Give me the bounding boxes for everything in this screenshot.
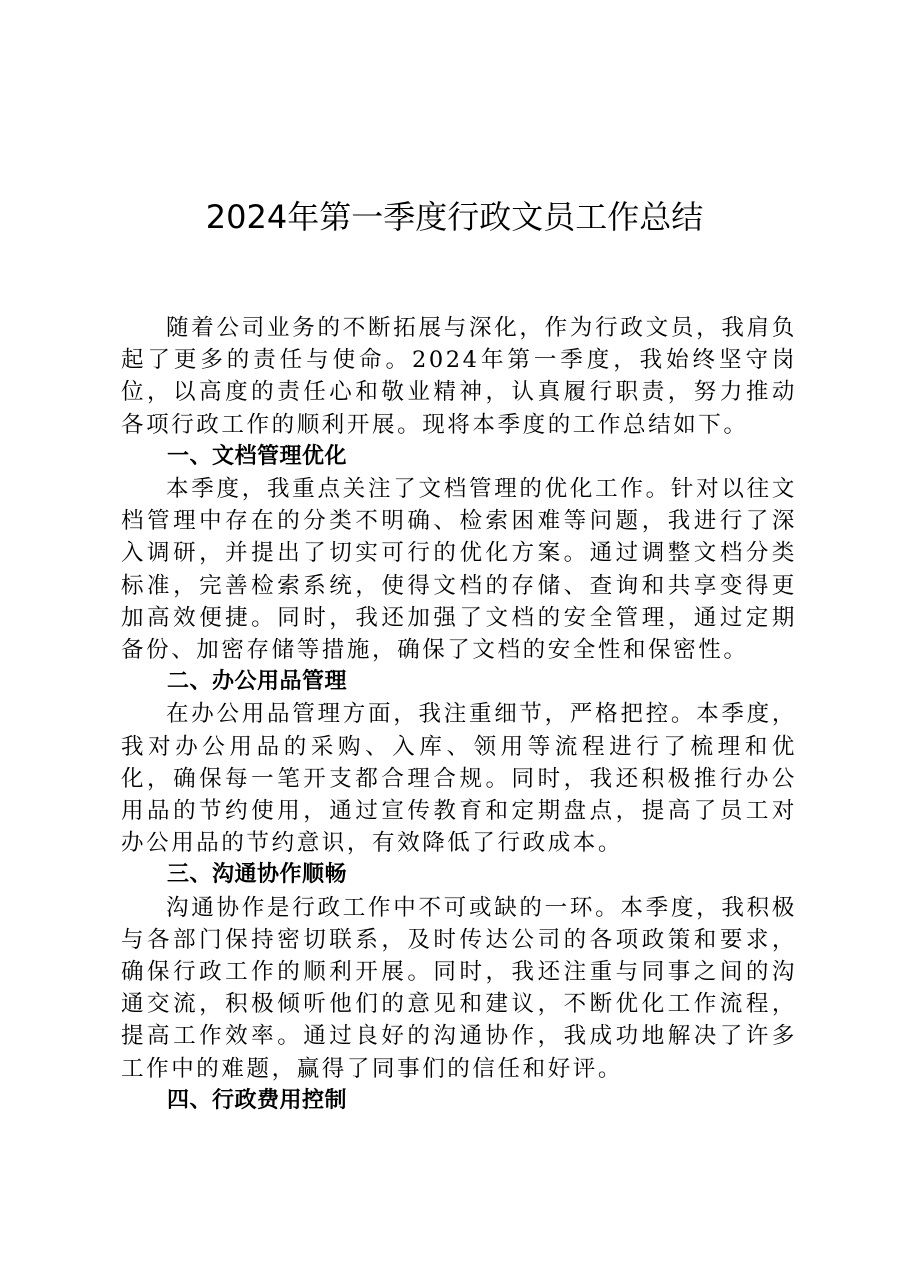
section-body-communication: 沟通协作是行政工作中不可或缺的一环。本季度，我积极与各部门保持密切联系，及时传达公司的各项政策和要求，确保行政工作的顺利开展。同时，我还注重与同事之间的沟通交流，积极倾听他们的意见和建议，不断优化工作流程，提高工作效率。通过良好的沟通协作，我成功地解决了许多工作中的难题，赢得了同事们的信任和好评。	[121, 894, 797, 1082]
section-heading-communication: 三、沟通协作顺畅	[167, 862, 348, 888]
document-body	[121, 312, 797, 1117]
document-title: 2024年第一季度行政文员工作总结	[205, 198, 704, 236]
section-body-office-supplies: 在办公用品管理方面，我注重细节，严格把控。本季度，我对办公用品的采购、入库、领用等流程进行了梳理和优化，确保每一笔开支都合理合规。同时，我还积极推行办公用品的节约使用，通过宣传教育和定期盘点，提高了员工对办公用品的节约意识，有效降低了行政成本。	[121, 701, 797, 857]
intro-paragraph: 随着公司业务的不断拓展与深化，作为行政文员，我肩负起了更多的责任与使命。2024年第一季度，我始终坚守岗位，以高度的责任心和敬业精神，认真履行职责，努力推动各项行政工作的顺利开展。现将本季度的工作总结如下。	[121, 315, 797, 438]
section-body-document-management: 本季度，我重点关注了文档管理的优化工作。针对以往文档管理中存在的分类不明确、检索困难等问题，我进行了深入调研，并提出了切实可行的优化方案。通过调整文档分类标准，完善检索系统，使得文档的存储、查询和共享变得更加高效便捷。同时，我还加强了文档的安全管理，通过定期备份、加密存储等措施，确保了文档的安全性和保密性。	[121, 476, 797, 664]
section-heading-document-management: 一、文档管理优化	[167, 443, 348, 469]
section-heading-cost-control: 四、行政费用控制	[167, 1087, 348, 1113]
section-heading-office-supplies: 二、办公用品管理	[167, 669, 348, 695]
